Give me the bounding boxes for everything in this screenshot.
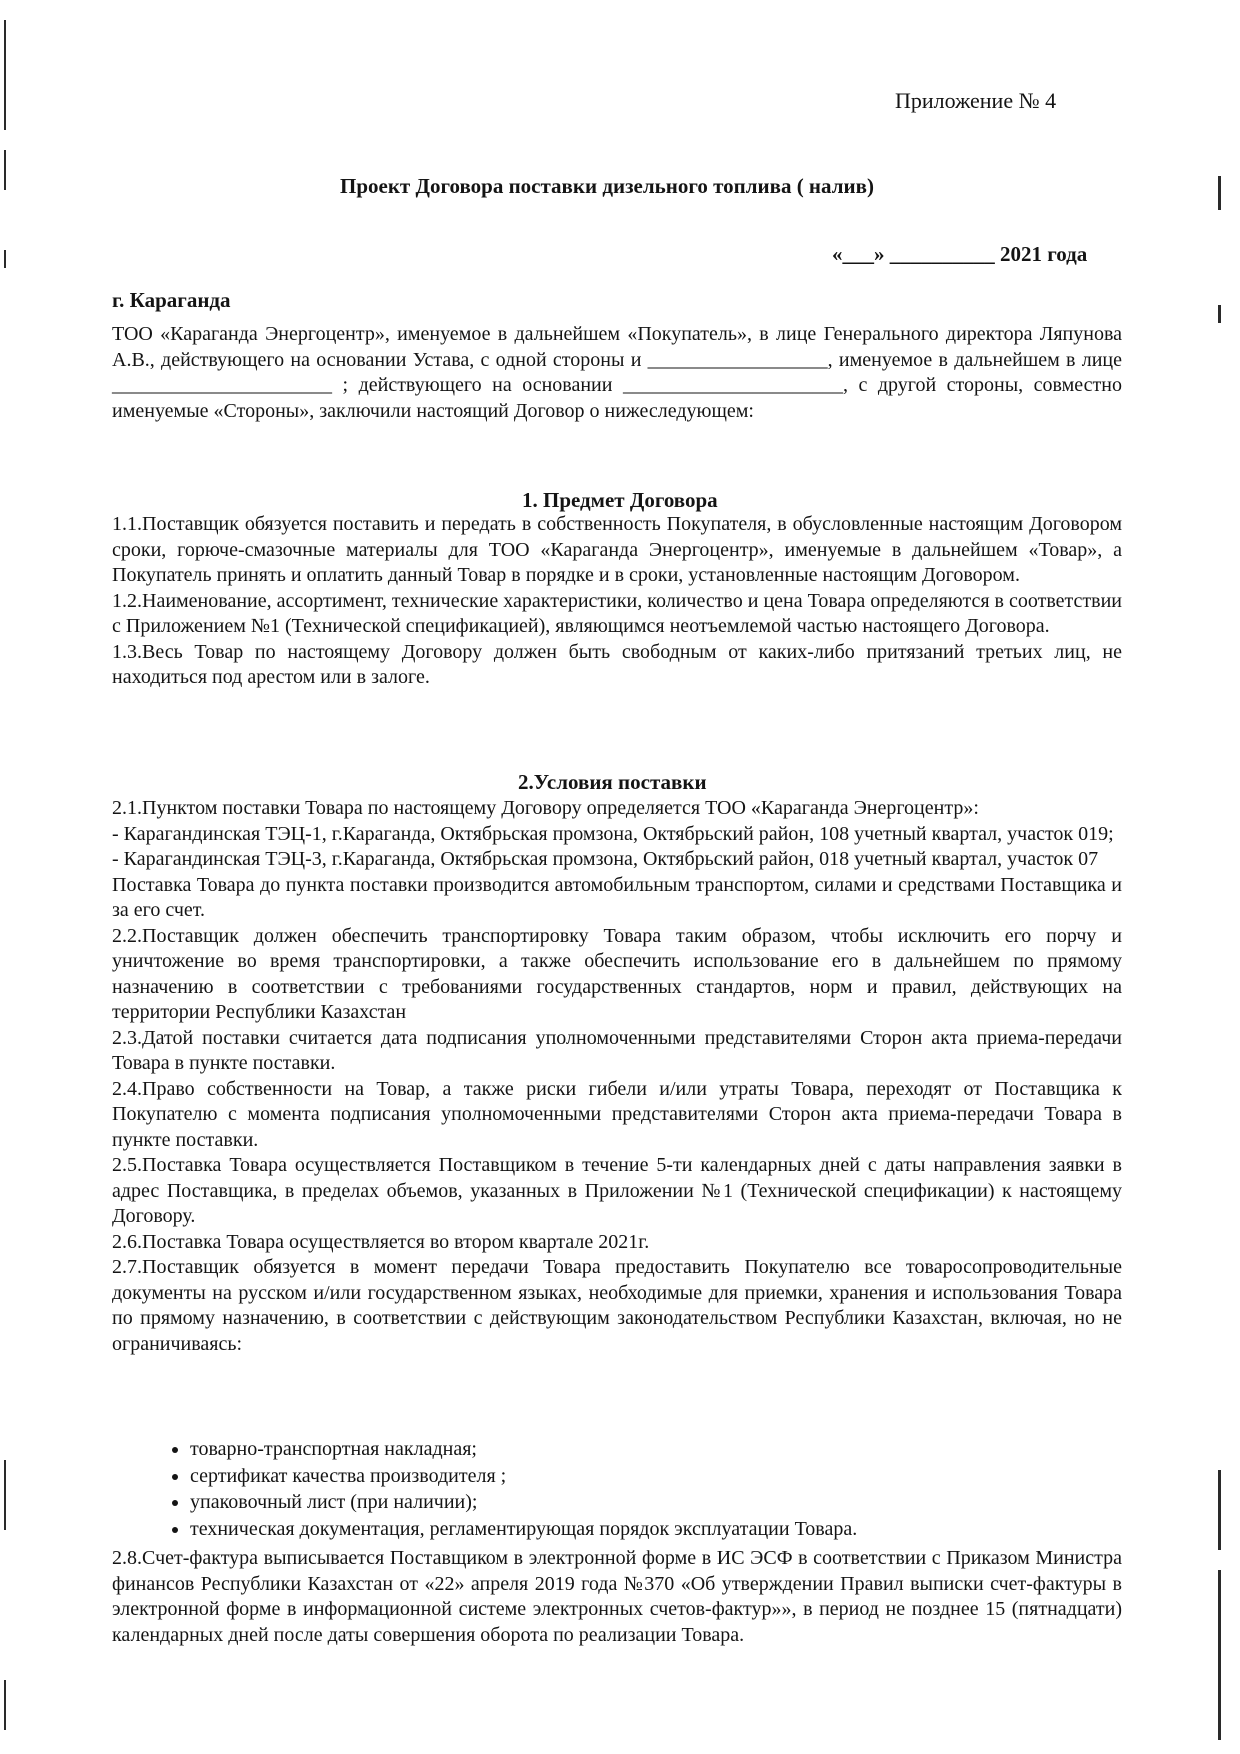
section-2-heading: 2.Условия поставки (518, 770, 707, 794)
documents-list (150, 1436, 857, 1542)
scan-right-edge-mark (1218, 305, 1221, 323)
section-2-text: 2.1.Пунктом поставки Товара по настоящему Договору определяется ТОО «Караганда Энергоцентр»: - Карагандинская ТЭЦ-1, г.Караганда, Октябрьская промзона, Октябрьский район, 108 учетный квартал, участок 019; - Карагандинская ТЭЦ-3, г.Караганда, Октябрьская промзона, Октябрьский район, 018 учетный квартал, участок 07 Поставка Товара до пункта поставки производится автомобильным транспортом, силами и средствами Поставщика и за его счет. 2.2.Поставщик должен обеспечить транспортировку Товара таким образом, чтобы исключить его порчу и уничтожение во время транспортировки, а также обеспечить использование его в дальнейшем по прямому назначению в соответствии с требованиями государственных стандартов, норм и правил, действующих на территории Республики Казахстан 2.3.Датой поставки считается дата подписания уполномоченными представителями Сторон акта приема-передачи Товара в пункте поставки. 2.4.Право собственности на Товар, а также риски гибели и/или утраты Товара, переходят от Поставщика к Покупателю с момента подписания уполномоченными представителями Сторон акта приема-передачи Товара в пункте поставки. 2.5.Поставка Товара осуществляется Поставщиком в течение 5-ти календарных дней с даты направления заявки в адрес Поставщика, в пределах объемов, указанных в Приложении №1 (Технической спецификации) к настоящему Договору. 2.6.Поставка Товара осуществляется во втором квартале 2021г. 2.7.Поставщик обязуется в момент передачи Товара предоставить Покупателю все товаросопроводительные документы на русском и/или государственном языках, необходимые для приемки, хранения и использования Товара по прямому назначению, в соответствии с действующим законодательством Республики Казахстан, включая, но не ограничиваясь: (112, 797, 1122, 1355)
contract-city: г. Караганда (112, 288, 231, 312)
scan-right-edge-mark (1218, 176, 1221, 210)
preamble: ТОО «Караганда Энергоцентр», именуемое в дальнейшем «Покупатель», в лице Генерального директора Ляпунова А.В., действующего на основании Устава, с одной стороны и __________________, именуемое в дальнейшем в лице ______________________ ; действующего на основании ______________________, с другой стороны, совместно именуемые «Стороны», заключили настоящий Договор о нижеследующем: (112, 323, 1122, 422)
scan-left-edge-mark (4, 150, 6, 190)
scan-left-edge-mark (4, 1680, 6, 1730)
scan-right-edge-mark (1218, 1470, 1221, 1550)
section-1-heading: 1. Предмет Договора (522, 488, 718, 512)
list-item: • товарно-транспортная накладная; (190, 1436, 857, 1463)
scan-left-edge-mark (4, 1460, 6, 1530)
appendix-label: Приложение № 4 (895, 88, 1057, 113)
list-item: • техническая документация, регламентирующая порядок эксплуатации Товара. (190, 1516, 857, 1543)
section-2-8-text: 2.8.Счет-фактура выписывается Поставщиком в электронной форме в ИС ЭСФ в соответствии с Приказом Министра финансов Республики Казахстан от «22» апреля 2019 года №370 «Об утверждении Правил выписки счет-фактуры в электронной форме в информационной системе электронных счетов-фактур»», в период не позднее 15 (пятнадцати) календарных дней после даты совершения оборота по реализации Товара. (112, 1547, 1122, 1646)
scan-left-edge-mark (4, 20, 6, 130)
document-title: Проект Договора поставки дизельного топлива ( налив) (340, 174, 874, 198)
list-item: • упаковочный лист (при наличии); (190, 1489, 857, 1516)
scan-right-edge-mark (1218, 1570, 1221, 1740)
list-item: • сертификат качества производителя ; (190, 1463, 857, 1490)
contract-date: «___» __________ 2021 года (832, 242, 1088, 266)
section-1-text: 1.1.Поставщик обязуется поставить и передать в собственность Покупателя, в обусловленные настоящим Договором сроки, горюче-смазочные материалы для ТОО «Караганда Энергоцентр», именуемые в дальнейшем «Товар», а Покупатель принять и оплатить данный Товар в порядке и в сроки, установленные настоящим Договором. 1.2.Наименование, ассортимент, технические характеристики, количество и цена Товара определяются в соответствии с Приложением №1 (Технической спецификацией), являющимся неотъемлемой частью настоящего Договора. 1.3.Весь Товар по настоящему Договору должен быть свободным от каких-либо притязаний третьих лиц, не находиться под арестом или в залоге. (112, 513, 1122, 688)
scan-left-edge-mark (4, 250, 6, 268)
